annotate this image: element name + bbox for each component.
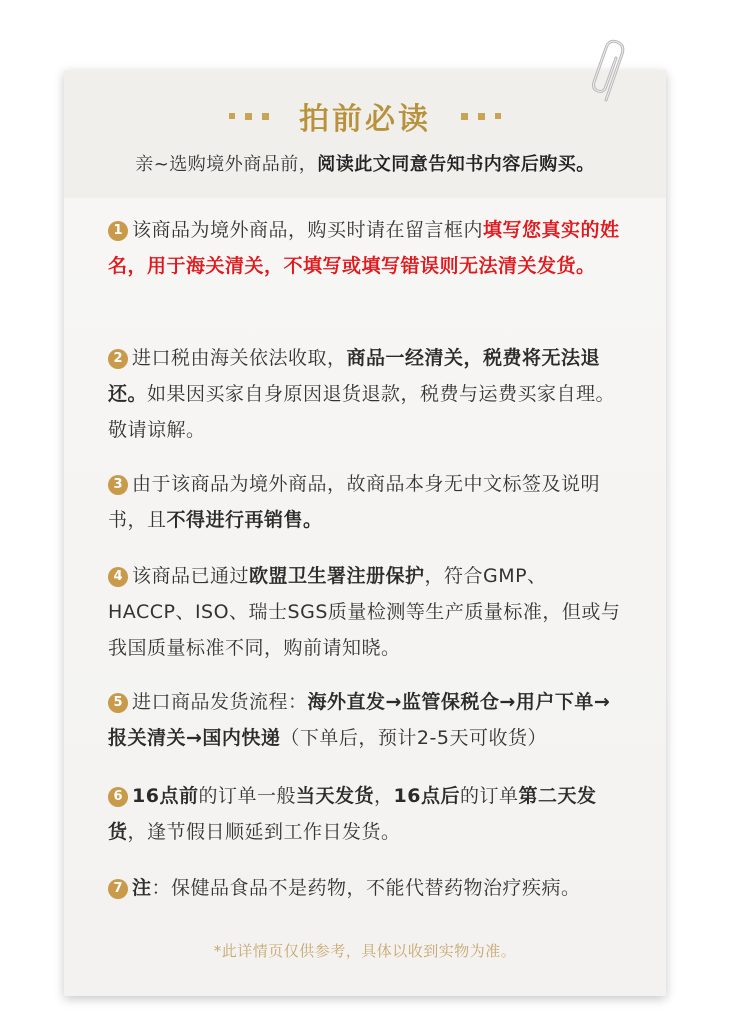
notice-item-7	[108, 870, 628, 906]
notice-item-5	[108, 684, 628, 756]
notice-item-3	[108, 466, 628, 538]
item-bold-text: 第二天发货	[108, 785, 597, 843]
item-warning-text: 填写您真实的姓名，用于海关清关，不填写或填写错误则无法清关发货。	[108, 219, 620, 277]
item-text: 的订单	[459, 785, 519, 807]
decor-dot	[262, 113, 269, 120]
intro-text	[0, 150, 730, 176]
decor-dot	[229, 113, 235, 119]
item-text: 该商品已通过	[132, 565, 250, 587]
notice-item-4	[108, 558, 628, 666]
item-bold-text: 欧盟卫生署注册保护	[249, 565, 425, 587]
item-text: 的订单一般	[198, 785, 296, 807]
item-text: 如果因买家自身原因退货退款，税费与运费买家自理。敬请谅解。	[108, 383, 616, 441]
notice-item-1	[108, 212, 628, 284]
number-badge-icon: 4	[108, 567, 128, 587]
item-bold-text: 当天发货	[295, 785, 374, 807]
number-badge-icon: 7	[108, 879, 128, 899]
number-badge-icon: 1	[108, 221, 128, 241]
disclaimer-footer: *此详情页仅供参考，具体以收到实物为准。	[213, 942, 517, 960]
item-text: ：保健品食品不是药物，不能代替药物治疗疾病。	[151, 877, 581, 899]
item-text: ，逢节假日顺延到工作日发货。	[127, 821, 401, 843]
decor-dot	[461, 113, 468, 120]
item-text: 由于该商品为境外商品，故商品本身无中文标签及说明书，且	[108, 473, 601, 531]
number-badge-icon: 2	[108, 349, 128, 369]
decor-dot	[245, 113, 252, 120]
title-dots-left	[229, 113, 269, 120]
item-text: 进口商品发货流程：	[132, 691, 308, 713]
number-badge-icon: 5	[108, 693, 128, 713]
number-badge-icon: 3	[108, 475, 128, 495]
item-text: ，	[373, 785, 394, 807]
item-bold-text: 16点后	[393, 785, 460, 807]
notice-item-2	[108, 340, 628, 448]
notice-item-6	[108, 778, 628, 850]
item-bold-text: 海外直发→监管保税仓→用户下单→报关清关→国内快递	[108, 691, 611, 749]
decor-dot	[478, 113, 485, 120]
title-dots-right	[461, 113, 501, 120]
page-title: 拍前必读	[299, 102, 431, 137]
item-bold-text: 16点前	[132, 785, 199, 807]
item-text: 进口税由海关依法收取，	[132, 347, 347, 369]
intro-normal: 亲~选购境外商品前，	[135, 154, 318, 175]
item-bold-text: 不得进行再销售。	[166, 509, 323, 531]
number-badge-icon: 6	[108, 787, 128, 807]
item-bold-text: 注	[132, 877, 152, 899]
title-row	[0, 86, 730, 146]
item-bold-text: 商品一经清关，税费将无法退还。	[108, 347, 601, 405]
item-text: （下单后，预计2-5天可收货）	[280, 727, 547, 749]
decor-dot	[495, 113, 501, 119]
item-text: ，符合GMP、HACCP、ISO、瑞士SGS质量检测等生产质量标准，但或与我国质量标准不同，购前请知晓。	[108, 565, 621, 659]
intro-bold: 阅读此文同意告知书内容后购买。	[317, 154, 595, 175]
item-text: 该商品为境外商品，购买时请在留言框内	[132, 219, 484, 241]
